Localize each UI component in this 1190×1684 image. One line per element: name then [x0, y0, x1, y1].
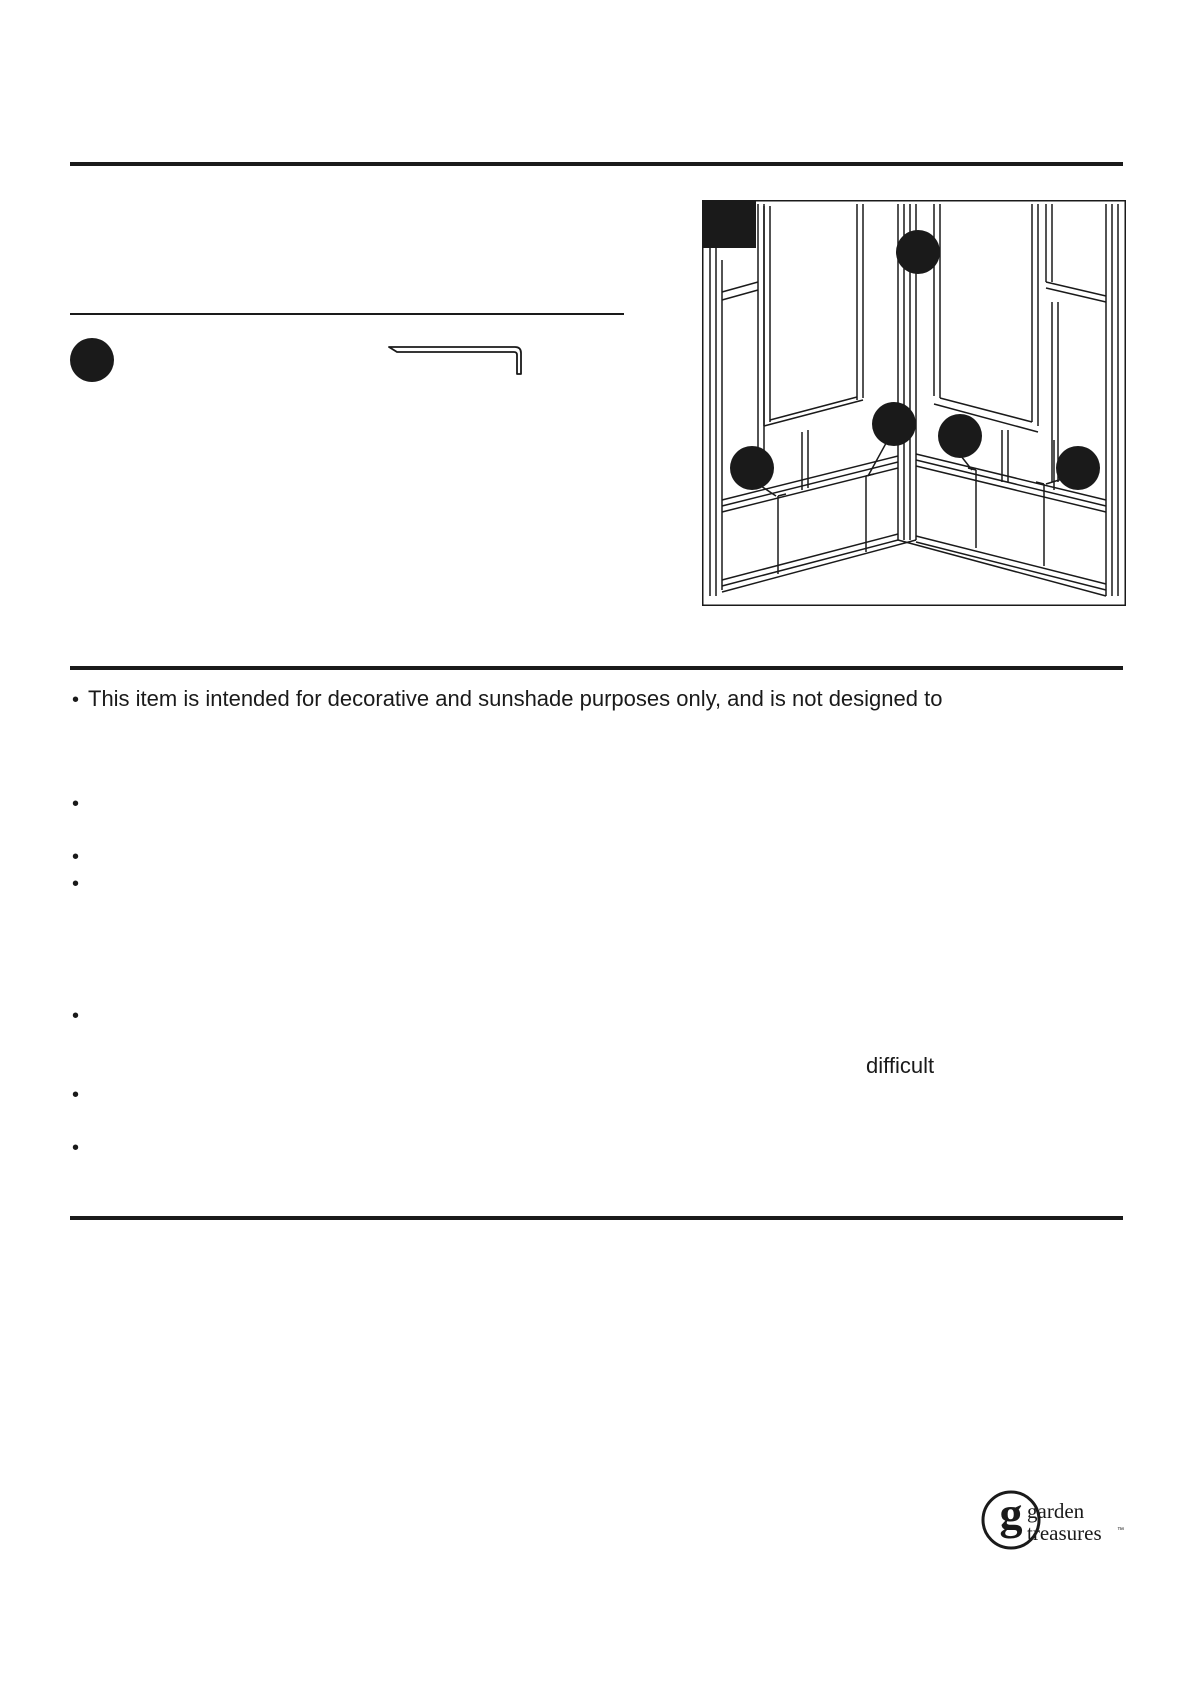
- callout-marker: [730, 446, 774, 490]
- logo-word-treasures: treasures: [1027, 1521, 1102, 1545]
- installation-illustration: [702, 200, 1126, 606]
- brand-logo: [980, 1488, 1130, 1552]
- bullet: •: [72, 689, 80, 711]
- part-marker: [70, 338, 114, 382]
- callout-marker: [872, 402, 916, 446]
- hardware-rule: [70, 313, 624, 315]
- safety-first-line: This item is intended for decorative and sunshade purposes only, and is not designed to: [88, 686, 943, 711]
- bullet: •: [72, 1084, 80, 1106]
- bottom-rule: [70, 1216, 1123, 1220]
- logo-letter: g: [999, 1488, 1023, 1539]
- top-rule: [70, 162, 1123, 166]
- logo-word-garden: garden: [1027, 1499, 1085, 1523]
- bullet: •: [72, 1137, 80, 1159]
- logo-trademark: ™: [1117, 1527, 1124, 1534]
- callout-marker: [1056, 446, 1100, 490]
- callout-marker: [896, 230, 940, 274]
- safety-orphan-word: difficult: [866, 1053, 935, 1078]
- hex-key-icon: [385, 342, 525, 378]
- callout-marker: [938, 414, 982, 458]
- bullet: •: [72, 793, 80, 815]
- bullet: •: [72, 1005, 80, 1027]
- bullet: •: [72, 846, 80, 868]
- bullet: •: [72, 873, 80, 895]
- safety-rule: [70, 666, 1123, 670]
